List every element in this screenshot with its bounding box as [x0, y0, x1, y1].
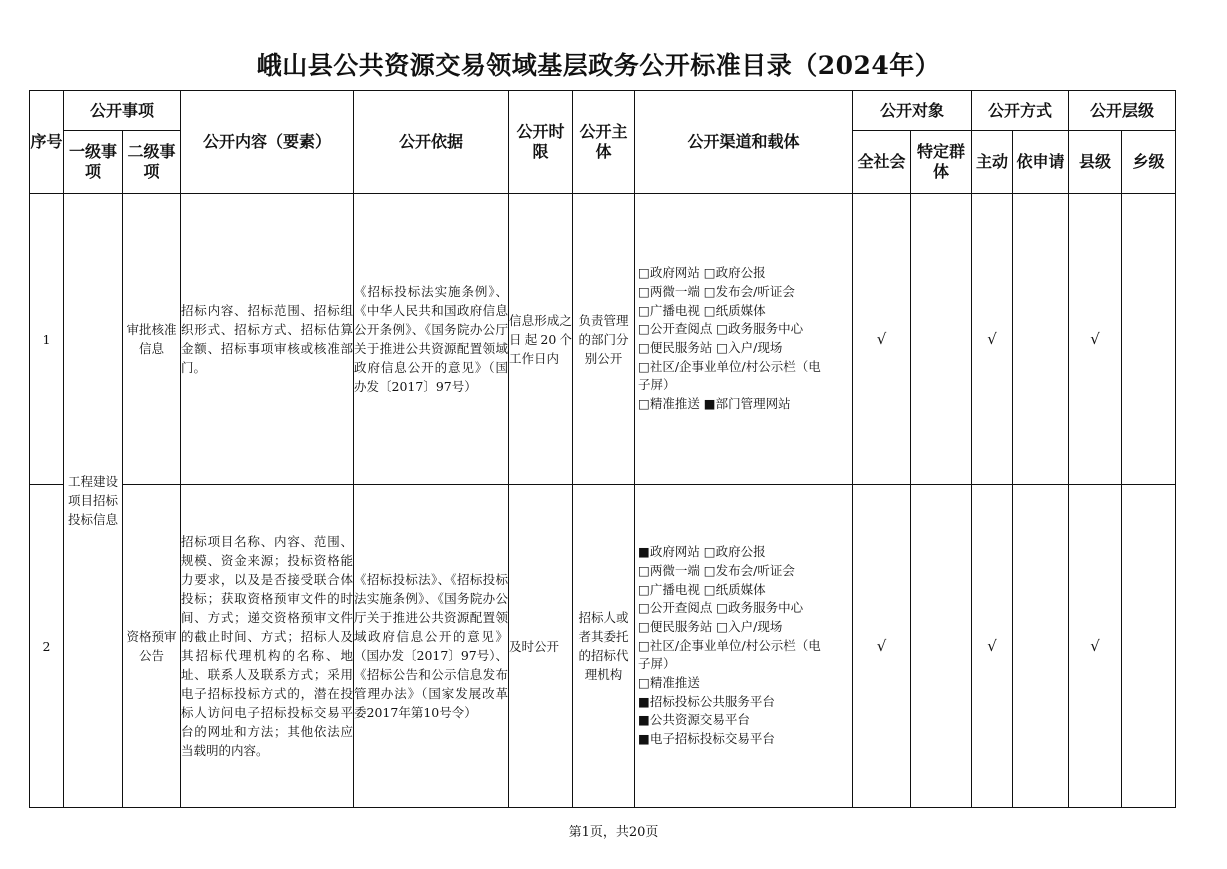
row-basis: 《招标投标法》、《招标投标法实施条例》、《国务院办公厅关于推进公共资源配置领域政府信息公开的意见》（国办发〔2017〕97号）、《招标公告和公示信息发布管理办法》（国家发展改革委2017年第10号令）	[354, 485, 509, 808]
header-tier-township: 乡级	[1122, 131, 1176, 194]
header-seq: 序号	[30, 91, 64, 194]
channel-line: □两微一端 □发布会/听证会	[638, 562, 795, 578]
table-row	[30, 194, 1176, 485]
channel-line: □广播电视 □纸质媒体	[638, 302, 766, 318]
row-subject: 负责管理的部门分别公开	[573, 194, 635, 485]
row-time-limit: 信息形成之日起20个工作日内	[509, 194, 573, 485]
channel-line: 子屏）	[638, 377, 676, 393]
header-tier-group: 公开层级	[1069, 91, 1176, 131]
channel-line: □公开查阅点 □政务服务中心	[638, 600, 804, 616]
header-mode-group: 公开方式	[972, 91, 1069, 131]
header-mode-request: 依申请	[1013, 131, 1069, 194]
header-audience-group: 公开对象	[853, 91, 972, 131]
table-row	[30, 485, 1176, 808]
row-content: 招标内容、招标范围、招标组织形式、招标方式、招标估算金额、招标事项审核或核准部门。	[181, 194, 354, 485]
channel-line: ■政府网站 □政府公报	[638, 544, 766, 560]
row-seq: 1	[30, 194, 64, 485]
row-channels	[635, 194, 853, 485]
page-title: 峨山县公共资源交易领域基层政务公开标准目录（2024年）	[256, 51, 941, 80]
channel-line: 子屏）	[638, 656, 676, 672]
row-mode-active: √	[972, 485, 1013, 808]
row-basis: 《招标投标法实施条例》、《中华人民共和国政府信息公开条例》、《国务院办公厅关于推进公共资源配置领域政府信息公开的意见》（国办发〔2017〕97号）	[354, 194, 509, 485]
header-subject: 公开主体	[573, 91, 635, 194]
catalog-table	[29, 90, 1176, 808]
header-audience-all: 全社会	[853, 131, 911, 194]
row-mode-request	[1013, 485, 1069, 808]
channel-line: ■公共资源交易平台	[638, 712, 750, 728]
header-tier-county: 县级	[1069, 131, 1122, 194]
header-level1: 一级事项	[64, 131, 123, 194]
page-footer: 第1页，共20页	[568, 825, 659, 840]
row-tier-county: √	[1069, 194, 1122, 485]
row-seq: 2	[30, 485, 64, 808]
row-mode-active: √	[972, 194, 1013, 485]
header-content: 公开内容（要素）	[181, 91, 354, 194]
row-tier-township	[1122, 194, 1176, 485]
channel-line: ■电子招标投标交易平台	[638, 731, 775, 747]
header-row-1	[30, 91, 1176, 131]
row-audience-all: √	[853, 194, 911, 485]
row-tier-township	[1122, 485, 1176, 808]
row-audience-specific	[911, 485, 972, 808]
channel-line: □政府网站 □政府公报	[638, 265, 766, 281]
row-level2: 资格预审公告	[123, 485, 181, 808]
row-time-limit: 及时公开	[509, 485, 573, 808]
channel-line: ■招标投标公共服务平台	[638, 693, 775, 709]
header-time-limit: 公开时限	[509, 91, 573, 194]
channel-line: □精准推送 ■部门管理网站	[638, 396, 791, 412]
channel-line: □两微一端 □发布会/听证会	[638, 283, 795, 299]
row-subject: 招标人或者其委托的招标代理机构	[573, 485, 635, 808]
channel-line: □广播电视 □纸质媒体	[638, 581, 766, 597]
channel-line: □社区/企事业单位/村公示栏（电	[638, 358, 821, 374]
row-audience-specific	[911, 194, 972, 485]
row-channels	[635, 485, 853, 808]
header-basis: 公开依据	[354, 91, 509, 194]
level1-item: 工程建设项目招标投标信息	[64, 194, 123, 808]
row-mode-request	[1013, 194, 1069, 485]
row-audience-all: √	[853, 485, 911, 808]
channel-line: □便民服务站 □入户/现场	[638, 340, 783, 355]
header-channels: 公开渠道和载体	[635, 91, 853, 194]
channel-line: □便民服务站 □入户/现场	[638, 618, 783, 634]
header-audience-specific: 特定群体	[911, 131, 972, 194]
header-item-group: 公开事项	[64, 91, 181, 131]
row-content: 招标项目名称、内容、范围、规模、资金来源；投标资格能力要求，以及是否接受联合体投标；获取资格预审文件的时间、方式；递交资格预审文件的截止时间、方式；招标人及其招标代理机构的名称、地址、联系人及联系方式；采用电子招标投标方式的，潜在投标人访问电子招标投标交易平台的网址和方法；其他依法应当载明的内容。	[181, 485, 354, 808]
row-level2: 审批核准信息	[123, 194, 181, 485]
header-level2: 二级事项	[123, 131, 181, 194]
row-tier-county: √	[1069, 485, 1122, 808]
header-mode-active: 主动	[972, 131, 1013, 194]
channel-line: □社区/企事业单位/村公示栏（电	[638, 637, 821, 653]
channel-line: □公开查阅点 □政务服务中心	[638, 321, 804, 337]
channel-line: □精准推送	[638, 675, 700, 691]
